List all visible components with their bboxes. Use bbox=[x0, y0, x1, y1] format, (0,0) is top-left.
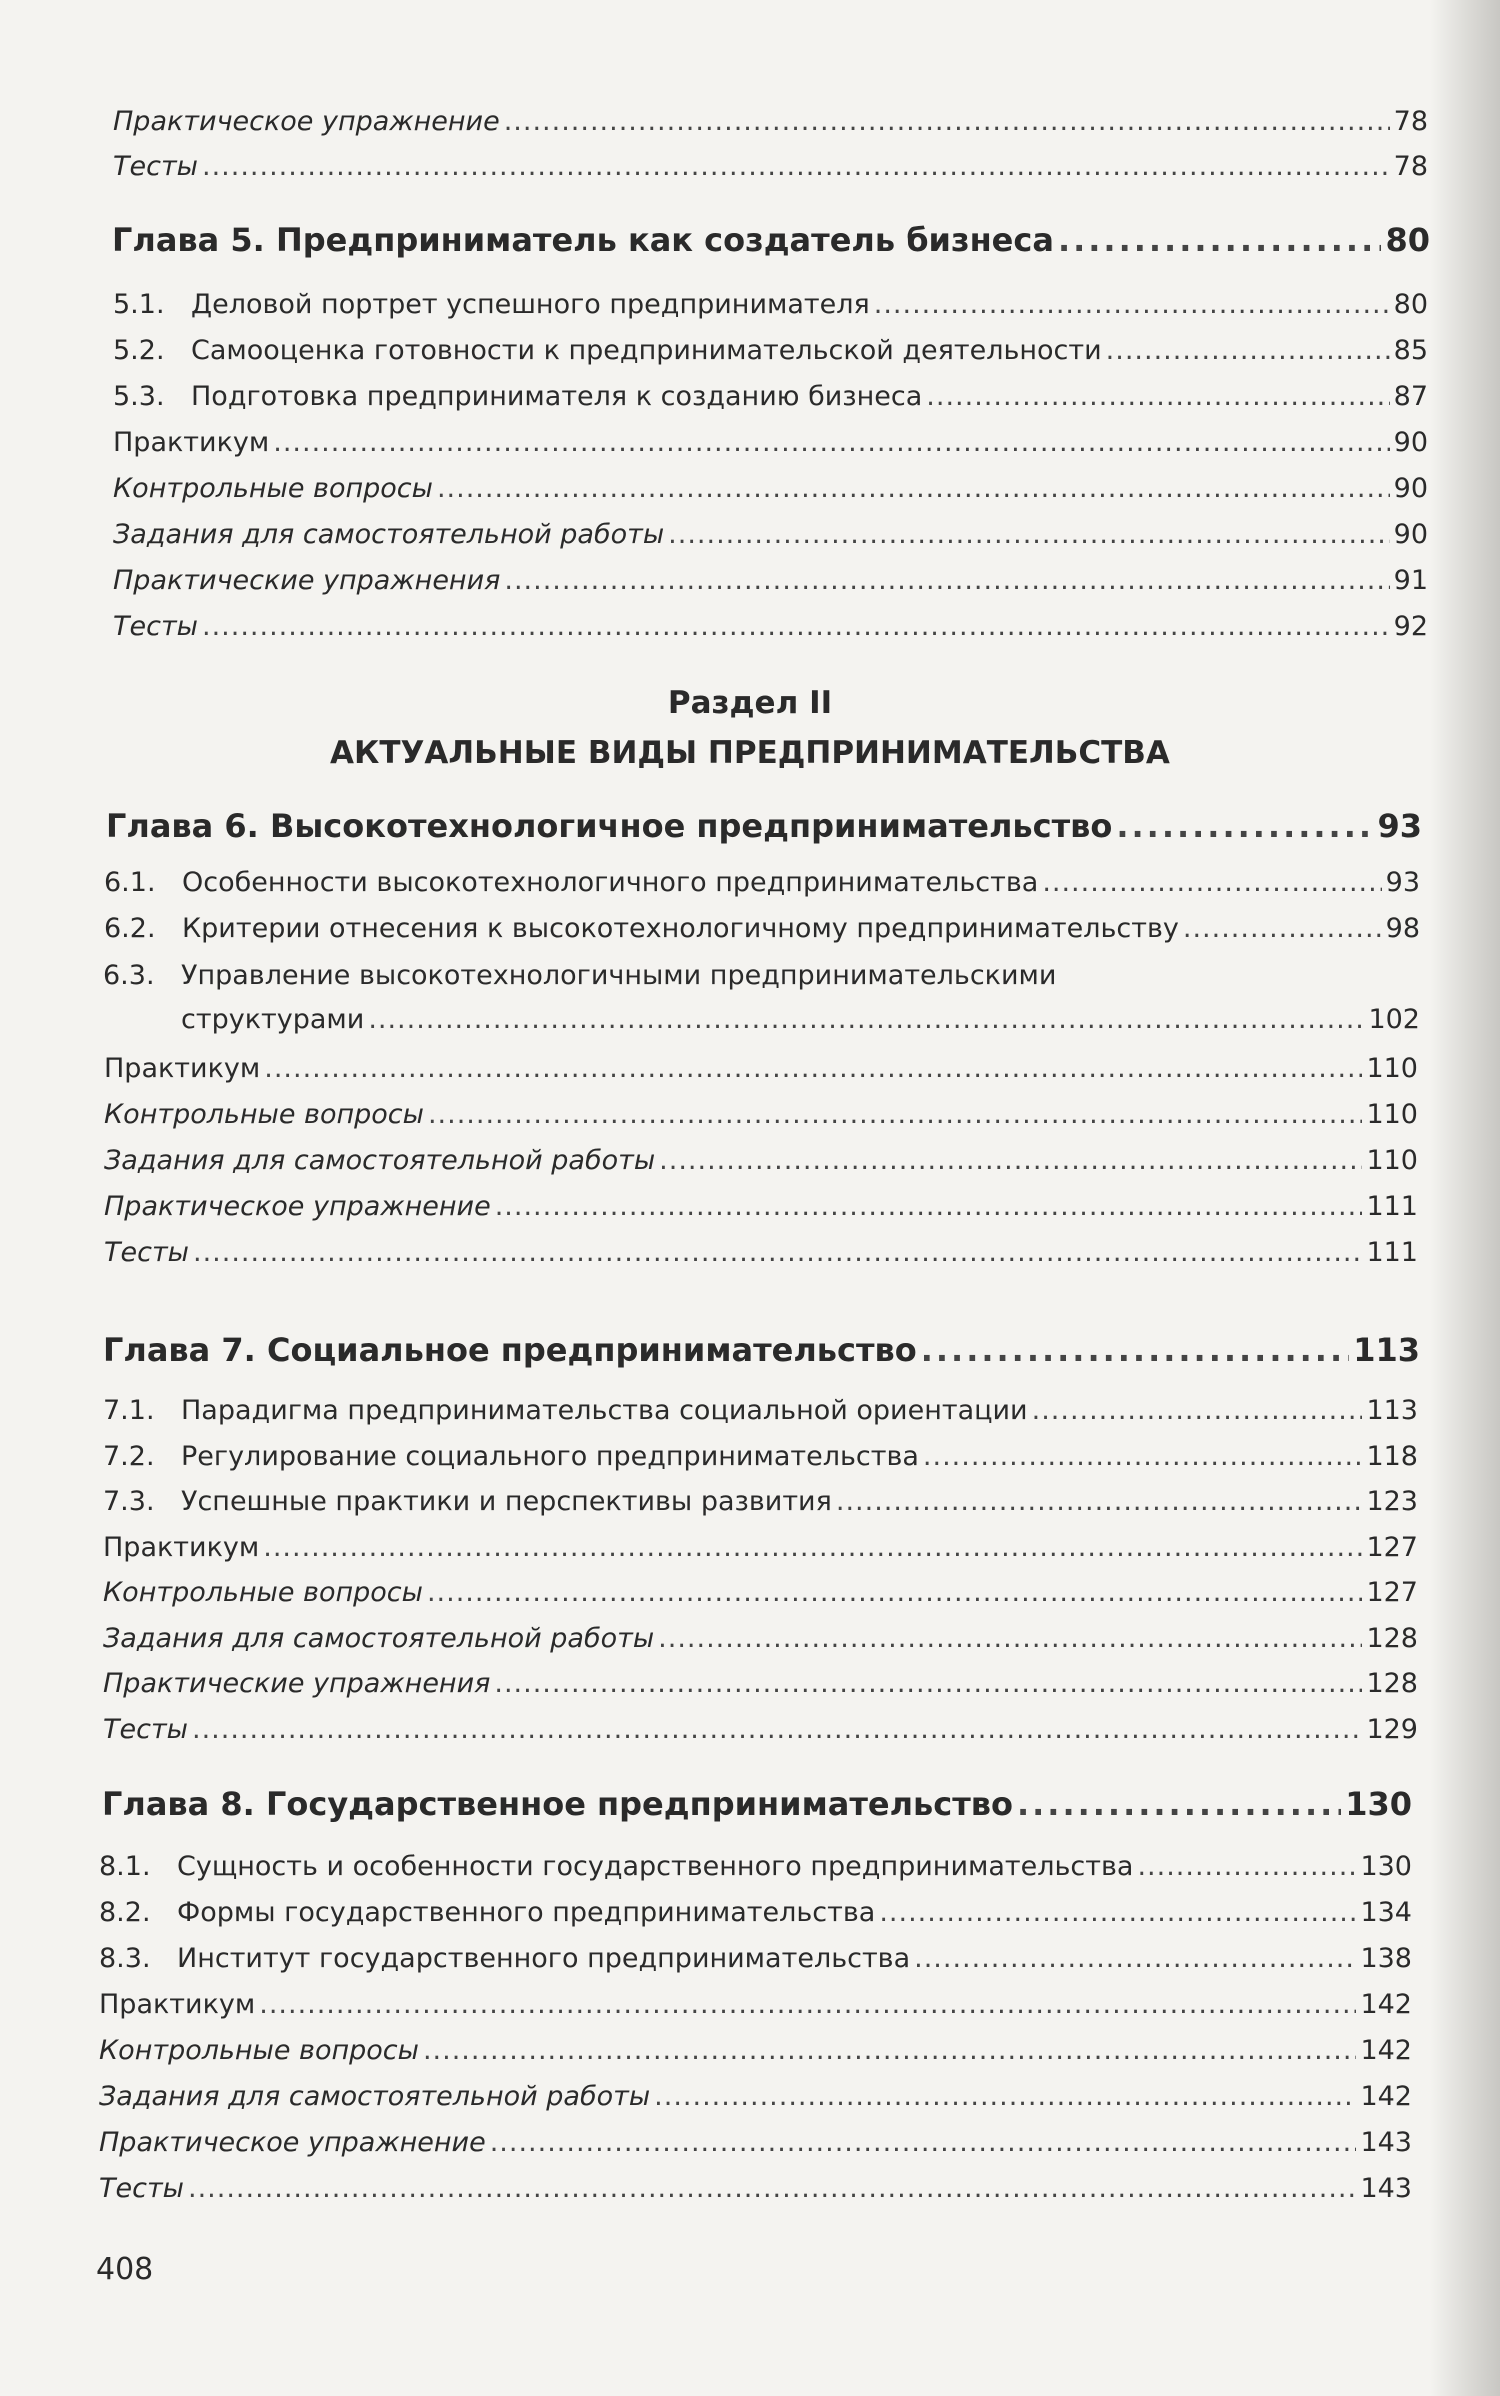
toc-chapter-5[interactable] bbox=[0, 222, 1500, 258]
toc-entry[interactable] bbox=[0, 2033, 1500, 2069]
item-number: 8.3. bbox=[99, 1943, 151, 1974]
leader-dots bbox=[192, 1712, 1362, 1748]
item-page: 80 bbox=[1393, 289, 1428, 320]
leader-dots bbox=[368, 1002, 1364, 1038]
item-text: Подготовка предпринимателя к созданию бизнеса bbox=[191, 381, 923, 412]
toc-entry[interactable] bbox=[0, 2079, 1500, 2115]
leader-dots bbox=[202, 149, 1390, 185]
toc-entry[interactable] bbox=[0, 1530, 1500, 1566]
item-text: Практические упражнения bbox=[103, 1668, 491, 1699]
leader-dots bbox=[1032, 1393, 1363, 1429]
item-text: Самооценка готовности к предпринимательской деятельности bbox=[191, 335, 1102, 366]
toc-entry[interactable] bbox=[0, 1439, 1500, 1475]
leader-dots bbox=[202, 609, 1390, 645]
leader-dots bbox=[1137, 1849, 1356, 1885]
item-page: 129 bbox=[1366, 1713, 1418, 1745]
item-text: структурами bbox=[181, 1004, 365, 1035]
item-text: Практикум bbox=[113, 427, 270, 458]
item-text: Регулирование социального предпринимательства bbox=[181, 1440, 919, 1472]
toc-entry[interactable] bbox=[0, 865, 1500, 901]
item-page: 91 bbox=[1393, 565, 1428, 596]
leader-dots bbox=[490, 2125, 1357, 2161]
item-page: 110 bbox=[1366, 1053, 1418, 1084]
toc-entry[interactable] bbox=[0, 1393, 1500, 1429]
item-page: 142 bbox=[1360, 2081, 1412, 2112]
toc-entry[interactable] bbox=[0, 1575, 1500, 1611]
item-text: Парадигма предпринимательства социальной ориентации bbox=[181, 1395, 1028, 1426]
item-text: Тесты bbox=[113, 611, 198, 642]
leader-dots bbox=[264, 1051, 1362, 1087]
item-text: Тесты bbox=[103, 1713, 188, 1745]
item-number: 6.2. bbox=[104, 913, 156, 944]
leader-dots bbox=[1058, 222, 1382, 258]
leader-dots bbox=[874, 287, 1390, 323]
item-page: 143 bbox=[1360, 2127, 1412, 2158]
chapter-title: Глава 6. Высокотехнологичное предпринимательство bbox=[106, 807, 1113, 845]
leader-dots bbox=[654, 2079, 1356, 2115]
toc-chapter-6[interactable] bbox=[0, 808, 1500, 844]
item-page: 142 bbox=[1360, 2035, 1412, 2066]
item-number: 5.3. bbox=[113, 381, 165, 412]
item-page: 138 bbox=[1360, 1943, 1412, 1974]
item-text: Практикум bbox=[103, 1531, 260, 1563]
chapter-page: 80 bbox=[1385, 221, 1430, 259]
item-number: 8.1. bbox=[99, 1851, 151, 1882]
toc-entry[interactable] bbox=[0, 563, 1500, 599]
item-page: 92 bbox=[1393, 611, 1428, 642]
toc-entry[interactable] bbox=[0, 1143, 1500, 1179]
leader-dots bbox=[494, 1666, 1362, 1702]
item-text: Управление высокотехнологичными предпринимательскими bbox=[181, 960, 1057, 991]
toc-item-6-3-line2[interactable] bbox=[0, 1002, 1500, 1038]
item-text: Критерии отнесения к высокотехнологичному предпринимательству bbox=[182, 913, 1179, 944]
leader-dots bbox=[668, 517, 1389, 553]
toc-entry[interactable] bbox=[0, 1097, 1500, 1133]
toc-entry[interactable] bbox=[0, 517, 1500, 553]
chapter-title: Глава 5. Предприниматель как создатель бизнеса bbox=[112, 221, 1054, 259]
item-page: 127 bbox=[1366, 1577, 1418, 1608]
item-text: Практические упражнения bbox=[113, 565, 501, 596]
leader-dots bbox=[437, 471, 1390, 507]
toc-entry[interactable] bbox=[0, 149, 1500, 185]
leader-dots bbox=[923, 1439, 1363, 1475]
item-number: 8.2. bbox=[99, 1897, 151, 1928]
leader-dots bbox=[658, 1621, 1362, 1657]
toc-chapter-7[interactable] bbox=[0, 1332, 1500, 1368]
leader-dots bbox=[273, 425, 1389, 461]
toc-entry[interactable] bbox=[0, 1941, 1500, 1977]
item-page: 143 bbox=[1360, 2173, 1412, 2204]
leader-dots bbox=[659, 1143, 1362, 1179]
item-text: Особенности высокотехнологичного предпринимательства bbox=[182, 867, 1039, 898]
leader-dots bbox=[423, 2033, 1356, 2069]
item-number: 7.2. bbox=[103, 1440, 155, 1472]
item-page: 127 bbox=[1366, 1531, 1418, 1563]
item-text: Практическое упражнение bbox=[99, 2127, 486, 2158]
item-number: 6.1. bbox=[104, 867, 156, 898]
item-page: 130 bbox=[1360, 1851, 1412, 1882]
chapter-title: Глава 7. Социальное предпринимательство bbox=[103, 1331, 917, 1369]
item-page: 93 bbox=[1385, 867, 1420, 898]
page-number: 408 bbox=[96, 2252, 154, 2287]
item-text: Формы государственного предпринимательства bbox=[177, 1897, 876, 1928]
chapter-page: 113 bbox=[1353, 1331, 1420, 1369]
item-page: 102 bbox=[1368, 1004, 1420, 1035]
item-page: 87 bbox=[1393, 381, 1428, 412]
toc-entry[interactable] bbox=[0, 425, 1500, 461]
toc-entry[interactable] bbox=[0, 1484, 1500, 1520]
item-text: Практикум bbox=[99, 1989, 256, 2020]
leader-dots bbox=[193, 1235, 1362, 1271]
item-text: Деловой портрет успешного предпринимателя bbox=[191, 289, 870, 320]
leader-dots bbox=[836, 1484, 1363, 1520]
item-text: Задания для самостоятельной работы bbox=[104, 1145, 656, 1176]
toc-entry[interactable] bbox=[0, 911, 1500, 947]
toc-entry[interactable] bbox=[0, 2125, 1500, 2161]
item-text: Контрольные вопросы bbox=[113, 473, 433, 504]
item-text: Практическое упражнение bbox=[113, 106, 500, 137]
toc-entry[interactable] bbox=[0, 104, 1500, 140]
leader-dots bbox=[1183, 911, 1382, 947]
item-text: Задания для самостоятельной работы bbox=[99, 2081, 651, 2112]
item-page: 123 bbox=[1366, 1486, 1418, 1517]
leader-dots bbox=[1116, 808, 1373, 844]
chapter-page: 130 bbox=[1345, 1785, 1412, 1823]
item-page: 128 bbox=[1366, 1622, 1418, 1654]
item-page: 134 bbox=[1360, 1897, 1412, 1928]
item-text: Тесты bbox=[104, 1237, 189, 1268]
item-text: Задания для самостоятельной работы bbox=[113, 519, 665, 550]
item-page: 90 bbox=[1393, 519, 1428, 550]
item-number: 6.3. bbox=[103, 960, 155, 991]
toc-chapter-8[interactable] bbox=[0, 1786, 1500, 1822]
toc-entry[interactable] bbox=[0, 1849, 1500, 1885]
item-text: Практическое упражнение bbox=[104, 1191, 491, 1222]
leader-dots bbox=[1106, 333, 1390, 369]
item-text: Контрольные вопросы bbox=[99, 2035, 419, 2066]
item-text: Успешные практики и перспективы развития bbox=[181, 1486, 832, 1517]
toc-entry[interactable] bbox=[0, 1051, 1500, 1087]
item-text: Контрольные вопросы bbox=[103, 1577, 423, 1608]
toc-entry[interactable] bbox=[0, 609, 1500, 645]
leader-dots bbox=[1017, 1786, 1341, 1822]
leader-dots bbox=[504, 563, 1389, 599]
item-number: 5.1. bbox=[113, 289, 165, 320]
toc-entry[interactable] bbox=[0, 1987, 1500, 2023]
toc-item-6-3-line1[interactable] bbox=[0, 958, 1500, 994]
item-page: 111 bbox=[1366, 1237, 1418, 1268]
leader-dots bbox=[914, 1941, 1356, 1977]
item-page: 142 bbox=[1360, 1989, 1412, 2020]
toc-entry[interactable] bbox=[0, 287, 1500, 323]
item-page: 98 bbox=[1385, 913, 1420, 944]
toc-entry[interactable] bbox=[0, 333, 1500, 369]
item-page: 110 bbox=[1366, 1099, 1418, 1130]
item-number: 7.1. bbox=[103, 1395, 155, 1426]
item-page: 78 bbox=[1393, 151, 1428, 182]
item-number: 5.2. bbox=[113, 335, 165, 366]
leader-dots bbox=[1042, 865, 1381, 901]
toc-entry[interactable] bbox=[0, 1895, 1500, 1931]
section-label: Раздел II bbox=[667, 685, 833, 721]
toc-entry[interactable] bbox=[0, 1666, 1500, 1702]
leader-dots bbox=[428, 1097, 1362, 1133]
item-page: 113 bbox=[1366, 1395, 1418, 1426]
item-text: Сущность и особенности государственного предпринимательства bbox=[177, 1851, 1134, 1882]
item-page: 90 bbox=[1393, 427, 1428, 458]
leader-dots bbox=[495, 1189, 1363, 1225]
leader-dots bbox=[926, 379, 1389, 415]
item-number: 7.3. bbox=[103, 1486, 155, 1517]
toc-entry[interactable] bbox=[0, 1621, 1500, 1657]
item-page: 85 bbox=[1393, 335, 1428, 366]
item-page: 128 bbox=[1366, 1668, 1418, 1699]
item-text: Практикум bbox=[104, 1053, 261, 1084]
chapter-page: 93 bbox=[1377, 807, 1422, 845]
item-text: Контрольные вопросы bbox=[104, 1099, 424, 1130]
toc-entry[interactable] bbox=[0, 1235, 1500, 1271]
leader-dots bbox=[504, 104, 1390, 140]
toc-entry[interactable] bbox=[0, 1712, 1500, 1748]
item-text: Задания для самостоятельной работы bbox=[103, 1622, 655, 1654]
item-page: 90 bbox=[1393, 473, 1428, 504]
toc-entry[interactable] bbox=[0, 471, 1500, 507]
item-text: Тесты bbox=[113, 151, 198, 182]
toc-entry[interactable] bbox=[0, 1189, 1500, 1225]
leader-dots bbox=[921, 1332, 1349, 1368]
item-text: Тесты bbox=[99, 2173, 184, 2204]
toc-entry[interactable] bbox=[0, 379, 1500, 415]
leader-dots bbox=[879, 1895, 1356, 1931]
leader-dots bbox=[427, 1575, 1362, 1611]
leader-dots bbox=[188, 2171, 1356, 2207]
item-page: 78 bbox=[1393, 106, 1428, 137]
chapter-title: Глава 8. Государственное предпринимательство bbox=[102, 1785, 1013, 1823]
leader-dots bbox=[263, 1530, 1362, 1566]
item-page: 118 bbox=[1366, 1440, 1418, 1472]
item-page: 110 bbox=[1366, 1145, 1418, 1176]
leader-dots bbox=[259, 1987, 1356, 2023]
item-page: 111 bbox=[1366, 1191, 1418, 1222]
toc-entry[interactable] bbox=[0, 2171, 1500, 2207]
item-text: Институт государственного предпринимательства bbox=[177, 1943, 911, 1974]
section-title: АКТУАЛЬНЫЕ ВИДЫ ПРЕДПРИНИМАТЕЛЬСТВА bbox=[330, 735, 1170, 771]
